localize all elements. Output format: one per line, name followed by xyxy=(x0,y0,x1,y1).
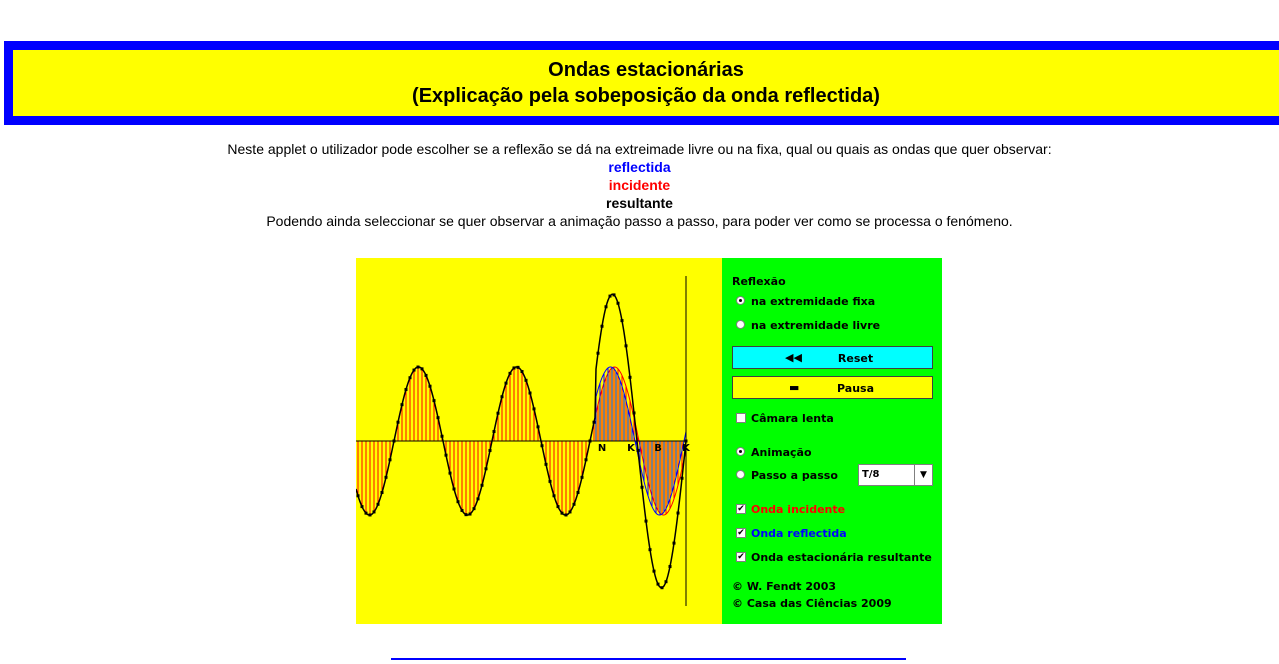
resultant-point xyxy=(489,449,492,452)
show-incident-checkbox[interactable]: ✔ xyxy=(737,504,745,514)
resultant-point xyxy=(393,440,396,443)
resultant-point xyxy=(477,497,480,500)
radio-fixed-end[interactable] xyxy=(736,296,745,305)
resultant-point xyxy=(521,370,524,373)
node-label: K xyxy=(627,443,635,454)
resultant-point xyxy=(385,476,388,479)
resultant-point xyxy=(513,366,516,369)
resultant-point xyxy=(405,388,408,391)
standing-waves-applet xyxy=(356,258,942,624)
intro-line-2: Podendo ainda seleccionar se quer observar a animação passo a passo, para poder ver como se processa o fenómeno. xyxy=(266,213,1013,229)
resultant-point xyxy=(469,513,472,516)
resultant-point xyxy=(625,344,628,347)
resultant-point xyxy=(445,454,448,457)
resultant-point xyxy=(525,379,528,382)
resultant-point xyxy=(677,512,680,515)
radio-step-label[interactable]: Passo a passo xyxy=(751,469,838,482)
resultant-point xyxy=(537,425,540,428)
resultant-point xyxy=(649,548,652,551)
resultant-point xyxy=(561,512,564,515)
resultant-point xyxy=(541,444,544,447)
radio-free-end-label[interactable]: na extremidade livre xyxy=(751,319,881,332)
show-reflected-checkbox[interactable]: ✔ xyxy=(737,528,745,538)
resultant-point xyxy=(517,366,520,369)
resultant-point xyxy=(653,570,656,573)
resultant-point xyxy=(597,352,600,355)
resultant-point xyxy=(673,542,676,545)
radio-fixed-end-label[interactable]: na extremidade fixa xyxy=(751,295,876,308)
show-reflected-label[interactable]: Onda reflectida xyxy=(751,527,847,540)
wave-reflected-label: reflectida xyxy=(608,159,671,175)
resultant-point xyxy=(357,494,360,497)
resultant-point xyxy=(665,580,668,583)
node-label: N xyxy=(597,443,607,454)
resultant-point xyxy=(457,500,460,503)
resultant-point xyxy=(473,507,476,510)
resultant-point xyxy=(509,372,512,375)
radio-free-end[interactable] xyxy=(736,320,745,329)
resultant-point xyxy=(565,513,568,516)
resultant-point xyxy=(381,491,384,494)
resultant-point xyxy=(613,293,616,296)
bottom-divider xyxy=(391,658,906,660)
resultant-point xyxy=(421,367,424,370)
intro-line-1: Neste applet o utilizador pode escolher se a reflexão se dá na extreimade livre ou na fixa, qual ou quais as ondas que quer observar: xyxy=(227,141,1052,157)
resultant-point xyxy=(605,305,608,308)
resultant-point xyxy=(441,435,444,438)
reset-button-label: Reset xyxy=(837,352,874,365)
page-title: Ondas estacionárias xyxy=(548,59,744,81)
resultant-point xyxy=(545,463,548,466)
credit-fendt: © W. Fendt 2003 xyxy=(732,580,837,593)
resultant-point xyxy=(397,421,400,424)
resultant-point xyxy=(429,385,432,388)
resultant-point xyxy=(529,392,532,395)
resultant-point xyxy=(493,430,496,433)
resultant-point xyxy=(601,325,604,328)
resultant-point xyxy=(417,366,420,369)
resultant-point xyxy=(365,512,368,515)
intro-text xyxy=(0,140,1279,230)
resultant-point xyxy=(621,319,624,322)
resultant-point xyxy=(589,440,592,443)
resultant-point xyxy=(661,586,664,589)
resultant-point xyxy=(657,583,660,586)
title-banner xyxy=(4,41,1279,125)
show-incident-label[interactable]: Onda incidente xyxy=(751,503,846,516)
resultant-point xyxy=(501,395,504,398)
resultant-point xyxy=(617,302,620,305)
node-label: B xyxy=(654,443,662,454)
step-select-value: T/8 xyxy=(862,469,880,480)
reflection-heading: Reflexão xyxy=(732,275,786,288)
slow-motion-checkbox[interactable] xyxy=(736,413,746,423)
pause-icon: ▬ xyxy=(789,381,800,394)
resultant-point xyxy=(485,467,488,470)
pause-button[interactable] xyxy=(732,376,933,399)
resultant-point xyxy=(573,503,576,506)
wave-plot xyxy=(356,258,722,624)
resultant-point xyxy=(413,369,416,372)
resultant-point xyxy=(505,382,508,385)
resultant-point xyxy=(609,295,612,298)
resultant-point xyxy=(425,374,428,377)
wave-incident-label: incidente xyxy=(608,177,671,193)
resultant-point xyxy=(629,376,632,379)
resultant-point xyxy=(437,416,440,419)
radio-animation-label[interactable]: Animação xyxy=(751,446,812,459)
radio-animation[interactable] xyxy=(736,447,745,456)
resultant-point xyxy=(389,458,392,461)
control-panel xyxy=(722,258,942,624)
node-label: K xyxy=(682,443,690,454)
rewind-icon: ◀◀ xyxy=(785,351,802,364)
pause-button-label: Pausa xyxy=(837,382,874,395)
resultant-point xyxy=(633,411,636,414)
resultant-point xyxy=(581,476,584,479)
resultant-point xyxy=(553,494,556,497)
resultant-point xyxy=(593,421,596,424)
resultant-point xyxy=(641,486,644,489)
resultant-point xyxy=(409,376,412,379)
wave-resultant-label: resultante xyxy=(606,195,673,211)
page-subtitle: (Explicação pela sobeposição da onda reflectida) xyxy=(412,85,880,107)
reset-button[interactable] xyxy=(732,346,933,369)
resultant-point xyxy=(637,449,640,452)
resultant-point xyxy=(497,412,500,415)
chevron-down-icon[interactable]: ▼ xyxy=(914,465,932,485)
radio-step[interactable] xyxy=(736,470,745,479)
show-resultant-checkbox[interactable]: ✔ xyxy=(737,552,745,562)
resultant-point xyxy=(361,505,364,508)
resultant-point xyxy=(585,458,588,461)
resultant-point xyxy=(557,505,560,508)
resultant-point xyxy=(669,565,672,568)
show-resultant-label[interactable]: Onda estacionária resultante xyxy=(751,551,932,564)
resultant-point xyxy=(465,513,468,516)
resultant-point xyxy=(433,399,436,402)
resultant-point xyxy=(645,520,648,523)
resultant-point xyxy=(681,477,684,480)
resultant-point xyxy=(461,509,464,512)
step-select[interactable] xyxy=(858,464,933,486)
resultant-point xyxy=(533,407,536,410)
resultant-point xyxy=(373,510,376,513)
resultant-point xyxy=(453,487,456,490)
resultant-point xyxy=(577,491,580,494)
wave-canvas xyxy=(356,258,722,624)
resultant-point xyxy=(369,513,372,516)
resultant-point xyxy=(549,480,552,483)
resultant-point xyxy=(449,472,452,475)
slow-motion-label[interactable]: Câmara lenta xyxy=(751,412,834,425)
resultant-point xyxy=(569,510,572,513)
resultant-point xyxy=(401,403,404,406)
resultant-point xyxy=(481,484,484,487)
resultant-point xyxy=(377,503,380,506)
credit-casa: © Casa das Ciências 2009 xyxy=(732,597,892,610)
